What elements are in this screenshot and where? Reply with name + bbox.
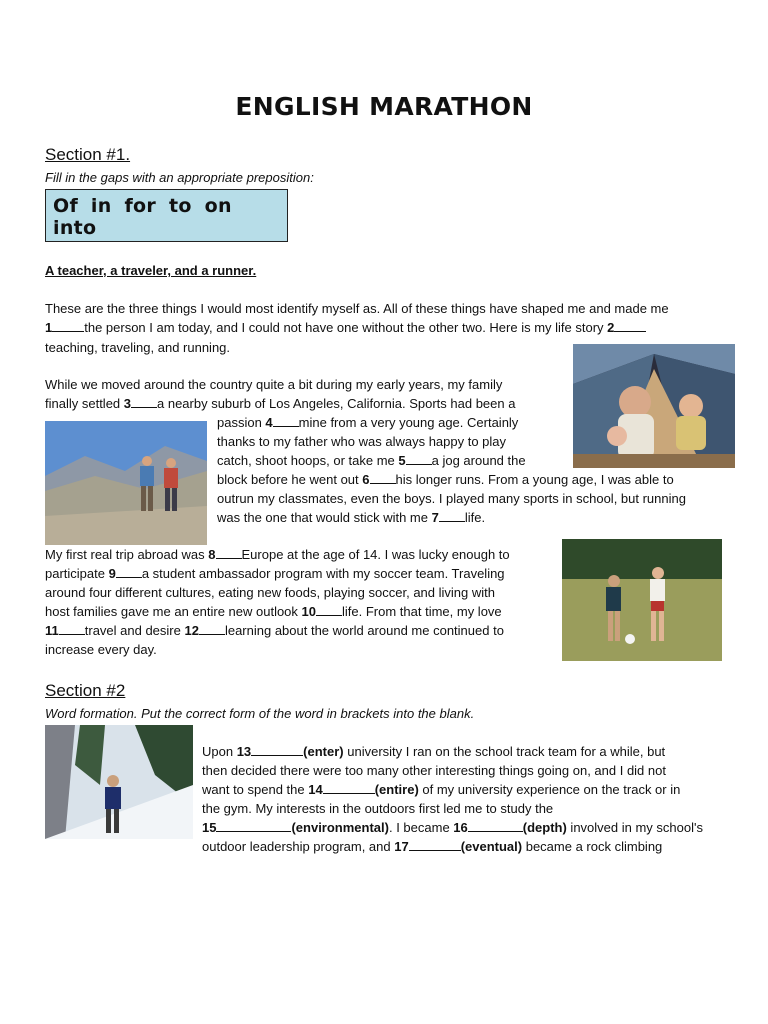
answer-blank[interactable]	[323, 782, 375, 794]
text-segment: then decided there were too many other interesting things going on, and I did not	[202, 763, 666, 778]
text-line	[202, 742, 665, 761]
answer-blank[interactable]	[116, 566, 142, 578]
gap-number: 10	[301, 604, 316, 619]
text-segment: a nearby suburb of Los Angeles, California. Sports had been a	[157, 396, 516, 411]
bracket-word: (enter)	[303, 744, 344, 759]
section-1-instruction: Fill in the gaps with an appropriate preposition:	[45, 170, 314, 185]
text-line	[202, 818, 703, 837]
text-line	[217, 508, 485, 527]
text-segment: involved in my school's	[566, 820, 703, 835]
answer-blank[interactable]	[199, 623, 225, 635]
text-segment: of my university experience on the track or in	[418, 782, 681, 797]
text-segment: My first real trip abroad was	[45, 547, 209, 562]
text-segment: a jog around the	[431, 453, 526, 468]
text-segment: became a rock climbing	[522, 839, 663, 854]
text-line	[45, 394, 515, 413]
page-title: ENGLISH MARATHON	[235, 92, 533, 121]
text-segment: around four different cultures, eating new foods, playing soccer, and living with	[45, 585, 495, 600]
gap-number: 11	[45, 623, 59, 638]
text-line	[45, 602, 502, 621]
answer-blank[interactable]	[59, 623, 85, 635]
story-subtitle: A teacher, a traveler, and a runner.	[45, 263, 257, 278]
answer-blank[interactable]	[216, 820, 291, 832]
bracket-word: (entire)	[374, 782, 419, 797]
text-line	[202, 799, 553, 818]
text-line	[202, 780, 680, 799]
text-segment: These are the three things I would most identify myself as. All of these things have shaped me and made me	[45, 301, 669, 316]
text-segment: Upon	[202, 744, 237, 759]
gap-number: 5	[398, 453, 406, 468]
answer-blank[interactable]	[273, 415, 299, 427]
text-segment: Europe at the age of 14. I was lucky enough to	[241, 547, 510, 562]
gap-number: 2	[607, 320, 615, 335]
answer-blank[interactable]	[251, 744, 303, 756]
answer-blank[interactable]	[52, 320, 84, 332]
text-line	[45, 375, 502, 394]
text-segment: catch, shoot hoops, or take me	[217, 453, 399, 468]
answer-blank[interactable]	[406, 453, 432, 465]
text-segment: was the one that would stick with me	[217, 510, 432, 525]
word-bank: Of in for to on into	[53, 195, 232, 239]
bracket-word: (depth)	[522, 820, 567, 835]
gap-number: 7	[431, 510, 439, 525]
text-segment: learning about the world around me continued to	[224, 623, 504, 638]
text-segment: his longer runs. From a young age, I was able to	[395, 472, 674, 487]
gap-number: 14	[308, 782, 323, 797]
text-line	[45, 564, 505, 583]
text-segment: passion	[217, 415, 266, 430]
text-line	[45, 318, 646, 337]
text-segment: a student ambassador program with my soccer team. Traveling	[141, 566, 505, 581]
text-segment: university I ran on the school track team for a while, but	[343, 744, 666, 759]
answer-blank[interactable]	[409, 839, 461, 851]
text-segment: life.	[464, 510, 486, 525]
answer-blank[interactable]	[614, 320, 646, 332]
gap-number: 12	[184, 623, 199, 638]
gap-number: 6	[362, 472, 370, 487]
text-line	[217, 489, 686, 508]
text-line	[45, 299, 669, 318]
answer-blank[interactable]	[216, 547, 242, 559]
text-segment: finally settled	[45, 396, 124, 411]
text-line	[45, 640, 157, 659]
answer-blank[interactable]	[131, 396, 157, 408]
text-segment: the person I am today, and I could not have one without the other two. Here is my life story	[84, 320, 608, 335]
bracket-word: (environmental)	[291, 820, 389, 835]
text-segment: increase every day.	[45, 642, 157, 657]
gap-number: 9	[108, 566, 116, 581]
text-segment: outdoor leadership program, and	[202, 839, 395, 854]
text-line	[45, 338, 230, 357]
gap-number: 17	[394, 839, 409, 854]
text-line	[45, 621, 504, 640]
photo-soccer-players	[562, 539, 722, 661]
text-segment: want to spend the	[202, 782, 309, 797]
text-line	[45, 545, 510, 564]
gap-number: 15	[202, 820, 217, 835]
text-segment: mine from a very young age. Certainly	[298, 415, 519, 430]
text-line	[217, 432, 506, 451]
gap-number: 8	[208, 547, 216, 562]
answer-blank[interactable]	[316, 604, 342, 616]
text-line	[217, 413, 518, 432]
gap-number: 1	[45, 320, 53, 335]
text-segment: While we moved around the country quite a bit during my early years, my family	[45, 377, 503, 392]
answer-blank[interactable]	[370, 472, 396, 484]
text-line	[202, 837, 662, 856]
answer-blank[interactable]	[468, 820, 523, 832]
gap-number: 3	[123, 396, 131, 411]
text-line	[217, 470, 674, 489]
text-segment: thanks to my father who was always happy to play	[217, 434, 507, 449]
text-segment: block before he went out	[217, 472, 363, 487]
text-line	[45, 583, 495, 602]
text-line	[202, 761, 666, 780]
text-segment: the gym. My interests in the outdoors first led me to study the	[202, 801, 554, 816]
text-line	[217, 451, 526, 470]
photo-snow-hiker	[45, 725, 193, 839]
text-segment: outrun my classmates, even the boys. I played many sports in school, but running	[217, 491, 686, 506]
text-segment: life. From that time, my love	[342, 604, 502, 619]
text-segment: host families gave me an entire new outlook	[45, 604, 302, 619]
gap-number: 13	[236, 744, 252, 759]
photo-father-daughters-tent	[573, 344, 735, 468]
section-2-heading: Section #2	[45, 681, 126, 700]
photo-hikers-mountains	[45, 421, 207, 545]
word-bank-box	[45, 189, 288, 242]
gap-number: 4	[265, 415, 273, 430]
bracket-word: (eventual)	[460, 839, 523, 854]
section-2-instruction: Word formation. Put the correct form of the word in brackets into the blank.	[45, 706, 475, 721]
gap-number: 16	[453, 820, 468, 835]
text-segment: participate	[45, 566, 109, 581]
text-segment: travel and desire	[84, 623, 185, 638]
text-segment: . I became	[388, 820, 454, 835]
answer-blank[interactable]	[439, 510, 465, 522]
section-1-heading: Section #1.	[45, 145, 131, 164]
text-segment: teaching, traveling, and running.	[45, 340, 231, 355]
